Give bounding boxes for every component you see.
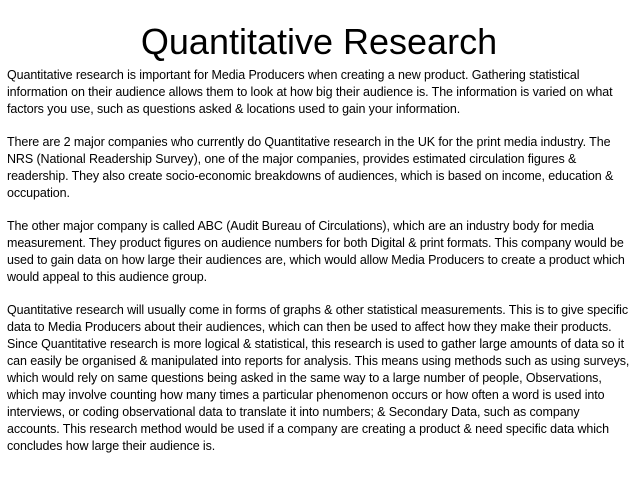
paragraph-nrs: There are 2 major companies who currently do Quantitative research in the UK for the print media industry. The NRS (National Readership Survey), one of the major companies, provides estimated circulation figures & readership. They also create socio-economic breakdowns of audiences, which is based on income, education & occupation. <box>7 135 614 200</box>
paragraph-abc: The other major company is called ABC (Audit Bureau of Circulations), which are an industry body for media measurement. They product figures on audience numbers for both Digital & print formats. This company would be used to gain data on how large their audiences are, which would allow Media Producers to create a product which would appeal to this audience group. <box>7 219 625 284</box>
paragraph-intro: Quantitative research is important for Media Producers when creating a new product. Gathering statistical information on their audience allows them to look at how big their audience is. The information is varied on what factors you use, such as questions asked & locations used to gain your information. <box>7 68 613 116</box>
paragraph-methods: Quantitative research will usually come in forms of graphs & other statistical measurements. This is to give specific data to Media Producers about their audiences, which can then be used to affect how they make their products. Since Quantitative research is more logical & statistical, this research is used to gather large amounts of data so it can easily be organised & manipulated into reports for analysis. This means using methods such as using surveys, which would rely on same questions being asked in the same way to a large number of people, Observations, which may involve counting how many times a particular phenomenon occurs or how often a word is used into interviews, or coding observational data to translate it into numbers; & Secondary Data, such as company accounts. This research method would be used if a company are creating a product & need specific data which concludes how large their audience is. <box>7 303 630 453</box>
slide-body <box>7 67 633 471</box>
slide-title: Quantitative Research <box>140 21 498 62</box>
